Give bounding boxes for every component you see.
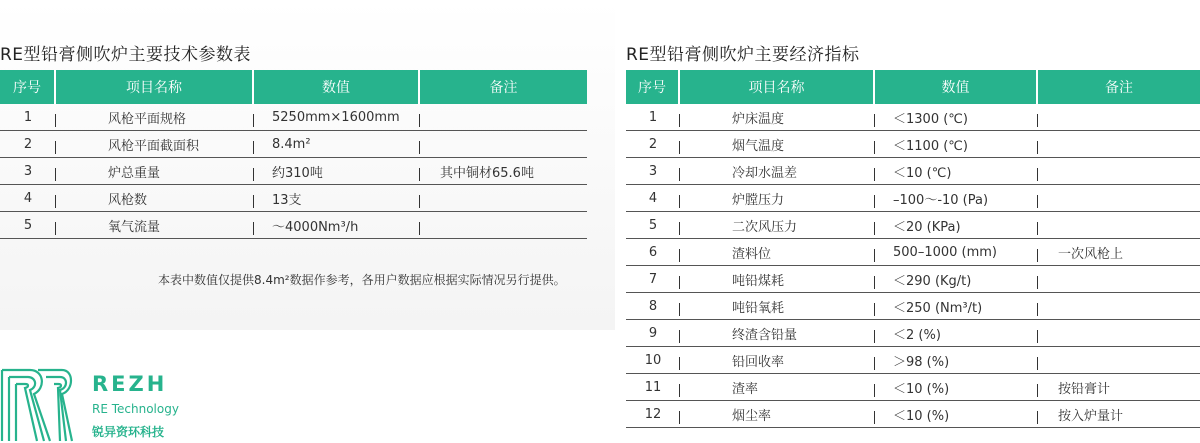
item-value: ＞98 (%) (875, 347, 1038, 373)
item-note (420, 104, 587, 130)
table-row (626, 320, 1200, 347)
item-note (1038, 347, 1200, 373)
table-header (0, 70, 587, 104)
header-cell: 备注 (489, 80, 518, 96)
item-note (1038, 320, 1200, 346)
item-name: 终渣含铅量 (680, 320, 875, 346)
item-note (420, 185, 587, 211)
table-row (626, 239, 1200, 266)
item-note (1038, 158, 1200, 184)
item-value: 13支 (254, 185, 420, 211)
item-note: 按入炉量计 (1058, 408, 1124, 424)
item-name: 炉床温度 (680, 104, 875, 130)
item-note (420, 212, 587, 238)
row-number: 9 (626, 320, 680, 346)
table-row (626, 158, 1200, 185)
table-header (626, 70, 1200, 104)
table-row (626, 374, 1200, 401)
row-number: 2 (626, 131, 680, 157)
item-name: 渣率 (680, 374, 875, 400)
table-row (0, 212, 587, 239)
item-note (1038, 131, 1200, 157)
table-row (0, 158, 587, 185)
item-name: 冷却水温差 (680, 158, 875, 184)
row-number: 2 (0, 131, 56, 157)
item-value: 8.4m² (254, 131, 420, 157)
item-note (420, 131, 587, 157)
header-cell: 序号 (626, 70, 680, 104)
item-name: 氧气流量 (56, 212, 254, 238)
item-value: ＜10 (%) (875, 401, 1038, 427)
item-note: 一次风枪上 (1058, 246, 1124, 262)
table-row (626, 347, 1200, 374)
item-value: ＜20 (KPa) (875, 212, 1038, 238)
item-value: ＜250 (Nm³/t) (875, 293, 1038, 319)
row-number: 1 (626, 104, 680, 130)
row-number: 10 (626, 347, 680, 373)
footnote: 本表中数值仅提供8.4m²数据作参考，各用户数据应根据实际情况另行提供。 (158, 273, 566, 287)
row-number: 3 (0, 158, 56, 184)
item-note (1038, 266, 1200, 292)
table-row (626, 266, 1200, 293)
item-value: 约310吨 (254, 158, 420, 184)
item-note: 按铅膏计 (1058, 381, 1111, 397)
item-name: 吨铅煤耗 (680, 266, 875, 292)
table-row (626, 401, 1200, 428)
item-name: 二次风压力 (680, 212, 875, 238)
item-value: 5250mm×1600mm (254, 104, 420, 130)
item-note (1038, 293, 1200, 319)
economic-indicators-table (626, 70, 1200, 428)
right-table-title: RE型铅膏侧吹炉主要经济指标 (626, 45, 860, 65)
item-value: ＜1300 (℃) (875, 104, 1038, 130)
item-note (1038, 212, 1200, 238)
rezh-logo-icon (0, 368, 74, 443)
item-name: 铅回收率 (680, 347, 875, 373)
item-value: ＜2 (%) (875, 320, 1038, 346)
item-name: 风枪平面规格 (56, 104, 254, 130)
item-name: 风枪数 (56, 185, 254, 211)
header-cell: 项目名称 (56, 70, 254, 104)
table-row (626, 293, 1200, 320)
row-number: 7 (626, 266, 680, 292)
item-value: –100～-10 (Pa) (875, 185, 1038, 211)
item-note: 其中铜材65.6吨 (440, 165, 534, 181)
row-number: 11 (626, 374, 680, 400)
tech-params-table (0, 70, 587, 239)
row-number: 5 (626, 212, 680, 238)
row-number: 12 (626, 401, 680, 427)
item-value: ＜10 (℃) (875, 158, 1038, 184)
item-value: ＜1100 (℃) (875, 131, 1038, 157)
left-table-title: RE型铅膏侧吹炉主要技术参数表 (0, 45, 252, 65)
item-name: 烟尘率 (680, 401, 875, 427)
item-name: 烟气温度 (680, 131, 875, 157)
row-number: 8 (626, 293, 680, 319)
item-name: 炉膛压力 (680, 185, 875, 211)
item-value: ＜290 (Kg/t) (875, 266, 1038, 292)
header-cell: 数值 (875, 70, 1038, 104)
header-cell: 项目名称 (680, 70, 875, 104)
row-number: 5 (0, 212, 56, 238)
item-name: 渣料位 (680, 239, 875, 265)
row-number: 4 (626, 185, 680, 211)
table-row (0, 131, 587, 158)
item-name: 风枪平面截面积 (56, 131, 254, 157)
header-cell: 数值 (254, 70, 420, 104)
row-number: 3 (626, 158, 680, 184)
table-row (626, 185, 1200, 212)
item-name: 炉总重量 (56, 158, 254, 184)
brand-chinese-name: 锐异资环科技 (92, 425, 165, 439)
table-row (626, 131, 1200, 158)
brand-subtitle: RE Technology (92, 402, 179, 416)
table-row (0, 104, 587, 131)
item-value: ＜10 (%) (875, 374, 1038, 400)
item-note (1038, 104, 1200, 130)
table-row (626, 212, 1200, 239)
row-number: 1 (0, 104, 56, 130)
header-cell: 序号 (0, 70, 56, 104)
item-name: 吨铅氧耗 (680, 293, 875, 319)
header-cell: 备注 (1105, 80, 1133, 96)
row-number: 4 (0, 185, 56, 211)
row-number: 6 (626, 239, 680, 265)
item-note (1038, 185, 1200, 211)
table-row (626, 104, 1200, 131)
brand-name: REZH (92, 372, 168, 396)
table-row (0, 185, 587, 212)
item-value: ～4000Nm³/h (254, 212, 420, 238)
item-value: 500–1000 (mm) (875, 239, 1038, 265)
